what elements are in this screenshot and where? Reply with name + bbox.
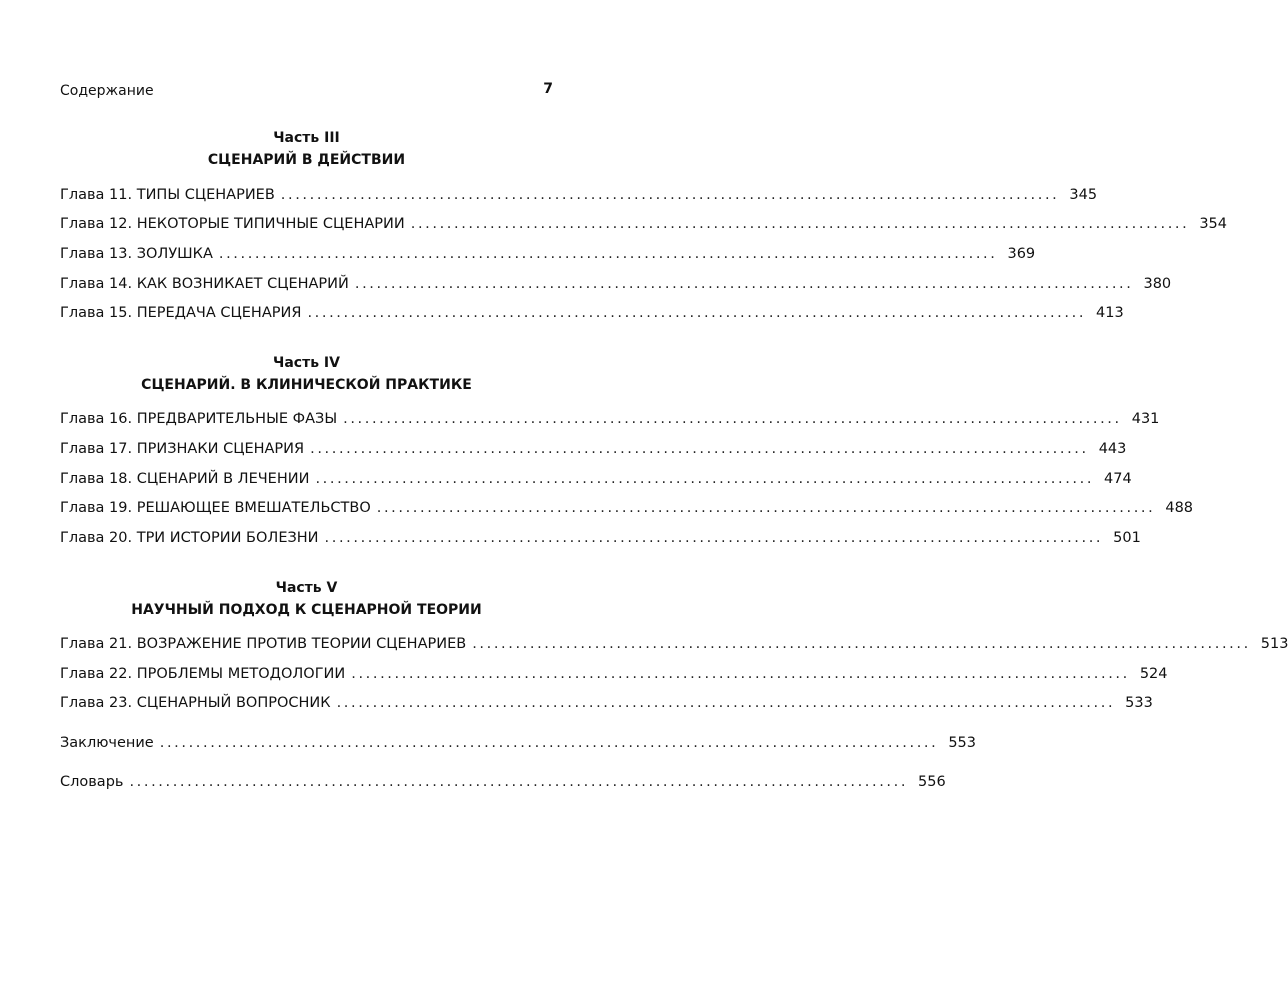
toc-entry-label: Глава 20. ТРИ ИСТОРИИ БОЛЕЗНИ [60,530,319,546]
toc-entry-page: 431 [1131,411,1160,427]
toc-entry-label: Глава 16. ПРЕДВАРИТЕЛЬНЫЕ ФАЗЫ [60,411,338,427]
dot-leader: ............................................................................................................ [354,276,1134,292]
part-label: Часть V [275,580,338,596]
part-title: СЦЕНАРИЙ. В КЛИНИЧЕСКОЙ ПРАКТИКЕ [141,377,472,393]
dot-leader: ............................................................................................................ [336,695,1116,711]
toc-entry-page: 380 [1143,276,1172,292]
toc-entry-label: Глава 21. ВОЗРАЖЕНИЕ ПРОТИВ ТЕОРИИ СЦЕНАРИЕВ [60,636,467,652]
toc-entry[interactable] [60,274,1172,294]
toc-entry-page: 345 [1069,187,1098,203]
dot-leader: ............................................................................................................ [218,246,998,262]
dot-leader: ............................................................................................................ [280,187,1060,203]
toc-entry-page: 513 [1260,636,1288,652]
toc-entry-page: 413 [1096,305,1124,321]
toc-entry-page: 474 [1104,471,1132,487]
toc-entry[interactable] [60,185,1098,205]
toc-entry[interactable] [60,664,1168,684]
toc-entry[interactable] [60,733,977,753]
dot-leader: ............................................................................................................ [324,530,1104,546]
toc-entry-label: Глава 19. РЕШАЮЩЕЕ ВМЕШАТЕЛЬСТВО [60,500,371,516]
toc-entry-label: Заключение [60,735,154,751]
toc-entry[interactable] [60,244,1036,264]
toc-entry-label: Словарь [60,774,124,790]
toc-entry-label: Глава 22. ПРОБЛЕМЫ МЕТОДОЛОГИИ [60,666,346,682]
toc-entry[interactable] [60,634,1288,654]
dot-leader: ............................................................................................................ [159,735,939,751]
toc-entry[interactable] [60,528,1141,548]
toc-entry[interactable] [60,772,946,792]
toc-entry-label: Глава 12. НЕКОТОРЫЕ ТИПИЧНЫЕ СЦЕНАРИИ [60,216,405,232]
toc-entry-label: Глава 15. ПЕРЕДАЧА СЦЕНАРИЯ [60,305,302,321]
toc-entry-page: 501 [1113,530,1141,546]
toc-entry-page: 553 [948,735,977,751]
toc-entry-label: Глава 23. СЦЕНАРНЫЙ ВОПРОСНИК [60,695,331,711]
toc-entry[interactable] [60,439,1127,459]
toc-entry-page: 488 [1165,500,1194,516]
toc-entry[interactable] [60,469,1132,489]
toc-entry-label: Глава 14. КАК ВОЗНИКАЕТ СЦЕНАРИЙ [60,276,349,292]
header-title: Содержание [60,83,154,99]
dot-leader: ............................................................................................................ [376,500,1156,516]
part-title: НАУЧНЫЙ ПОДХОД К СЦЕНАРНОЙ ТЕОРИИ [131,602,482,618]
toc-entry-page: 369 [1007,246,1036,262]
toc-entry-page: 443 [1098,441,1127,457]
toc-entry-label: Глава 11. ТИПЫ СЦЕНАРИЕВ [60,187,275,203]
part-title: СЦЕНАРИЙ В ДЕЙСТВИИ [207,152,406,168]
toc-entry-label: Глава 18. СЦЕНАРИЙ В ЛЕЧЕНИИ [60,471,310,487]
dot-leader: ............................................................................................................ [307,305,1087,321]
toc-entry-label: Глава 13. ЗОЛУШКА [60,246,213,262]
toc-entry[interactable] [60,693,1153,713]
part-label: Часть IV [273,355,340,371]
dot-leader: ............................................................................................................ [310,441,1089,457]
dot-leader: ............................................................................................................ [410,216,1190,232]
part-label: Часть III [273,130,340,146]
toc-entry-page: 524 [1139,666,1168,682]
toc-entry[interactable] [60,409,1160,429]
dot-leader: ............................................................................................................ [315,471,1095,487]
dot-leader: ............................................................................................................ [129,774,909,790]
toc-entry-page: 533 [1125,695,1153,711]
toc-entry-page: 354 [1199,216,1228,232]
toc-entry-page: 556 [918,774,946,790]
header-page-number: 7 [543,81,553,97]
dot-leader: ............................................................................................................ [472,636,1251,652]
toc-entry[interactable] [60,214,1228,234]
toc-entry[interactable] [60,498,1194,518]
toc-entry-label: Глава 17. ПРИЗНАКИ СЦЕНАРИЯ [60,441,305,457]
dot-leader: ............................................................................................................ [351,666,1130,682]
toc-entry[interactable] [60,303,1124,323]
dot-leader: ............................................................................................................ [343,411,1122,427]
